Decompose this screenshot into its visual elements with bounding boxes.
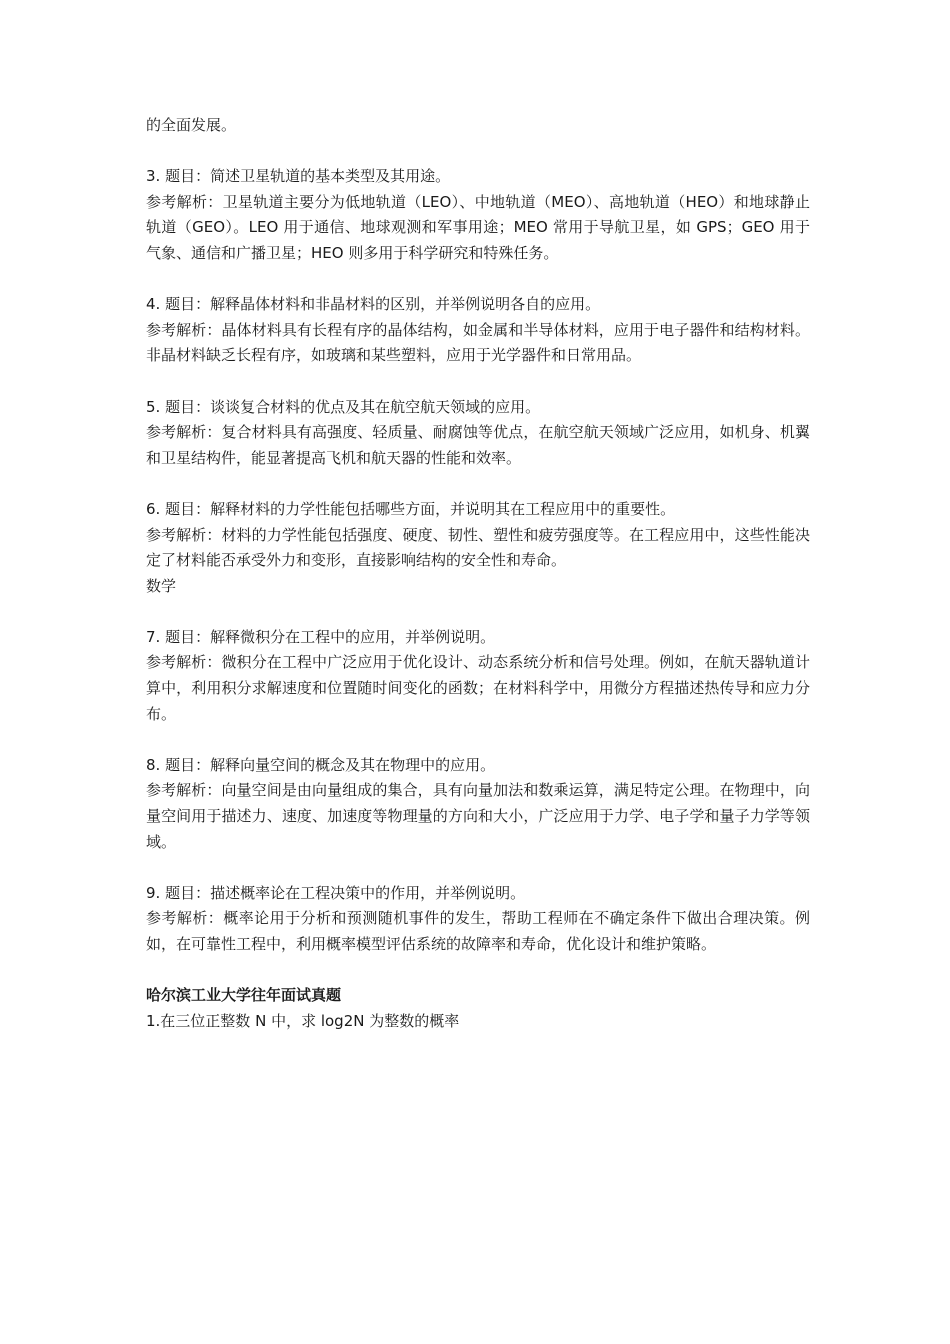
answer-5: 参考解析：复合材料具有高强度、轻质量、耐腐蚀等优点，在航空航天领域广泛应用，如机身、机翼和卫星结构件，能显著提高飞机和航天器的性能和效率。 <box>146 423 810 467</box>
answer-4: 参考解析：晶体材料具有长程有序的晶体结构，如金属和半导体材料，应用于电子器件和结构材料。非晶材料缺乏长程有序，如玻璃和某些塑料，应用于光学器件和日常用品。 <box>146 320 810 365</box>
answer-6: 参考解析：材料的力学性能包括强度、硬度、韧性、塑性和疲劳强度等。在工程应用中，这些性能决定了材料能否承受外力和变形，直接影响结构的安全性和寿命。 <box>146 525 810 570</box>
question-3: 3. 题目：简述卫星轨道的基本类型及其用途。 <box>146 167 451 186</box>
paragraph-gap <box>146 267 810 293</box>
paragraph-gap <box>146 369 810 395</box>
question-9: 9. 题目：描述概率论在工程决策中的作用，并举例说明。 <box>146 883 526 902</box>
first-question: 1.在三位正整数 N 中，求 log2N 为整数的概率 <box>146 1011 460 1030</box>
paragraph-gap <box>146 855 810 881</box>
paragraph-gap <box>146 958 810 984</box>
qa-item-9 <box>146 881 810 958</box>
question-5: 5. 题目：谈谈复合材料的优点及其在航空航天领域的应用。 <box>146 397 541 416</box>
qa-item-5 <box>146 395 810 472</box>
paragraph-gap <box>146 139 810 165</box>
answer-3: 参考解析：卫星轨道主要分为低地轨道（LEO）、中地轨道（MEO）、高地轨道（HEO）和地球静止轨道（GEO）。LEO 用于通信、地球观测和军事用途；MEO 常用于导航卫星，如 GPS；GEO 用于气象、通信和广播卫星；HEO 则多用于科学研究和特殊任务。 <box>146 192 810 262</box>
qa-item-8 <box>146 753 810 855</box>
document-body <box>146 113 810 1034</box>
question-7: 7. 题目：解释微积分在工程中的应用，并举例说明。 <box>146 627 496 646</box>
qa-item-6 <box>146 497 810 599</box>
answer-7: 参考解析：微积分在工程中广泛应用于优化设计、动态系统分析和信号处理。例如，在航天器轨道计算中，利用积分求解速度和位置随时间变化的函数；在材料科学中，用微分方程描述热传导和应力分布。 <box>146 653 810 723</box>
paragraph-gap <box>146 727 810 753</box>
qa-item-4 <box>146 292 810 369</box>
answer-8: 参考解析：向量空间是由向量组成的集合，具有向量加法和数乘运算，满足特定公理。在物理中，向量空间用于描述力、速度、加速度等物理量的方向和大小，广泛应用于力学、电子学和量子力学等领域。 <box>146 781 810 851</box>
paragraph-gap <box>146 599 810 625</box>
section-label-math: 数学 <box>146 576 177 595</box>
question-8: 8. 题目：解释向量空间的概念及其在物理中的应用。 <box>146 755 496 774</box>
answer-9: 参考解析：概率论用于分析和预测随机事件的发生，帮助工程师在不确定条件下做出合理决策。例如，在可靠性工程中，利用概率模型评估系统的故障率和寿命，优化设计和维护策略。 <box>146 909 810 953</box>
qa-item-3 <box>146 164 810 266</box>
qa-item-7 <box>146 625 810 727</box>
question-4: 4. 题目：解释晶体材料和非晶材料的区别，并举例说明各自的应用。 <box>146 295 601 314</box>
section-heading: 哈尔滨工业大学往年面试真题 <box>146 986 342 1005</box>
question-6: 6. 题目：解释材料的力学性能包括哪些方面，并说明其在工程应用中的重要性。 <box>146 499 676 518</box>
intro-tail-text: 的全面发展。 <box>146 116 237 134</box>
paragraph-gap <box>146 471 810 497</box>
